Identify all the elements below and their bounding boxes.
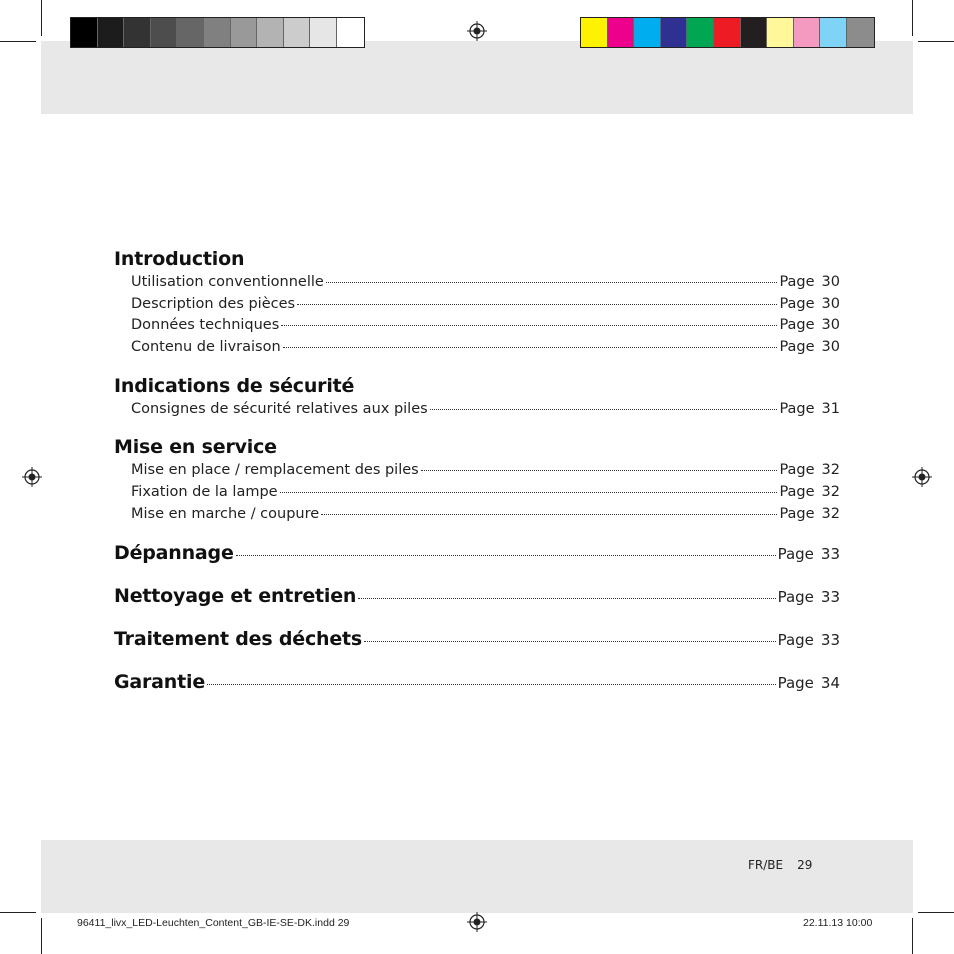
dot-leader [358,597,775,599]
toc-page-number: 32 [821,484,840,501]
toc-page-word: Page [779,505,815,522]
toc-page-ref [779,296,840,312]
toc-page-ref [779,274,840,290]
page-number-value: 29 [797,858,813,872]
toc-page-word: Page [779,462,815,479]
toc-page-word: Page [777,630,814,649]
crop-mark [918,41,954,42]
color-swatch [634,18,661,47]
dot-leader [281,324,777,326]
toc-section-title[interactable]: Introduction [114,248,245,270]
toc-entry[interactable] [114,401,840,423]
toc-entry-label: Fixation de la lampe [131,484,278,501]
toc-section [114,671,840,696]
toc-page-word: Page [779,295,815,312]
dot-leader [326,281,778,283]
gray-swatch [151,18,178,47]
crop-mark [912,918,913,954]
toc-entry[interactable] [114,506,840,528]
toc-entry-label: Contenu de livraison [131,339,281,356]
toc-entry[interactable] [114,484,840,506]
toc-entry-label: Consignes de sécurité relatives aux piles [131,400,428,417]
footer-band [41,840,913,913]
dot-leader [430,408,778,410]
crop-mark [0,41,36,42]
toc-section [114,248,840,361]
toc-entry[interactable] [114,274,840,296]
toc-entry[interactable] [114,462,840,484]
toc-section-title[interactable]: Nettoyage et entretien [114,584,357,607]
toc-section [114,436,840,527]
toc-entry-label: Mise en marche / coupure [131,505,320,522]
toc-page-number: 32 [821,505,840,522]
color-swatch [741,18,768,47]
toc-entry-label: Données techniques [131,317,280,334]
crop-mark [912,0,913,36]
toc-page-number: 32 [821,462,840,479]
dot-leader [236,554,776,556]
toc-page-word: Page [777,587,814,606]
gray-swatch [204,18,231,47]
toc-page-ref [778,631,840,649]
toc-page-number: 33 [820,630,840,649]
dot-leader [283,346,778,348]
toc-section [114,585,840,610]
toc-page-number: 30 [821,339,840,356]
registration-mark-icon [912,467,932,487]
toc-entry-label: Utilisation conventionnelle [131,274,324,290]
toc-page-word: Page [777,673,814,692]
toc-page-number: 30 [821,274,840,290]
color-swatch [794,18,821,47]
color-swatch [847,18,874,47]
color-swatch [581,18,608,47]
toc-page-number: 30 [821,295,840,312]
toc-page-word: Page [779,400,815,417]
toc-page-ref [778,545,840,563]
gray-swatch [71,18,98,47]
color-swatch [687,18,714,47]
toc-page-ref [779,484,840,500]
gray-swatch [98,18,125,47]
toc-page-ref [779,506,840,522]
color-swatch [608,18,635,47]
registration-mark-icon [467,21,487,41]
toc-section-title[interactable]: Garantie [114,670,206,693]
toc-entry-label: Mise en place / remplacement des piles [131,462,419,479]
table-of-contents [114,248,840,714]
toc-section-title[interactable]: Dépannage [114,541,234,564]
toc-section [114,542,840,567]
crop-mark [41,918,42,954]
gray-swatch [310,18,337,47]
gray-swatch [177,18,204,47]
toc-entry[interactable] [114,317,840,339]
gray-swatch [337,18,364,47]
color-swatch [767,18,794,47]
gray-swatch [284,18,311,47]
toc-page-word: Page [779,339,815,356]
toc-page-ref [778,674,840,692]
print-slug-file: 96411_livx_LED-Leuchten_Content_GB-IE-SE-DK.indd 29 [77,917,350,929]
toc-page-ref [779,317,840,333]
toc-entry[interactable] [114,296,840,318]
dot-leader [321,513,777,515]
dot-leader [207,683,776,685]
header-band [41,41,913,114]
dot-leader [280,491,778,493]
toc-page-number: 33 [820,544,840,563]
crop-mark [918,912,954,913]
crop-mark [41,0,42,36]
toc-page-ref [779,462,840,478]
toc-section [114,375,840,423]
dot-leader [364,640,776,642]
dot-leader [297,303,777,305]
toc-section-title[interactable]: Indications de sécurité [114,374,355,397]
grayscale-color-bar [70,17,365,48]
toc-page-number: 31 [821,400,840,417]
color-swatch [820,18,847,47]
toc-page-number: 30 [821,317,840,334]
toc-page-word: Page [779,317,815,334]
registration-mark-icon [22,467,42,487]
gray-swatch [257,18,284,47]
dot-leader [421,469,778,471]
process-color-bar [580,17,875,48]
toc-page-ref [778,588,840,606]
gray-swatch [124,18,151,47]
toc-entry[interactable] [114,339,840,361]
toc-page-number: 34 [820,673,840,692]
registration-mark-icon [467,912,487,932]
toc-page-word: Page [779,484,815,501]
toc-entry-label: Description des pièces [131,295,296,312]
page-number [748,858,812,872]
crop-mark [0,912,36,913]
toc-section [114,628,840,653]
toc-page-word: Page [779,274,815,290]
locale-label: FR/BE [748,858,784,872]
color-swatch [661,18,688,47]
color-swatch [714,18,741,47]
toc-section-title[interactable]: Traitement des déchets [114,627,363,650]
toc-page-ref [779,339,840,355]
toc-page-number: 33 [820,587,840,606]
toc-page-word: Page [777,544,814,563]
toc-page-ref [779,401,840,417]
toc-section-title[interactable]: Mise en service [114,436,277,459]
gray-swatch [231,18,258,47]
print-slug-date: 22.11.13 10:00 [803,917,873,929]
